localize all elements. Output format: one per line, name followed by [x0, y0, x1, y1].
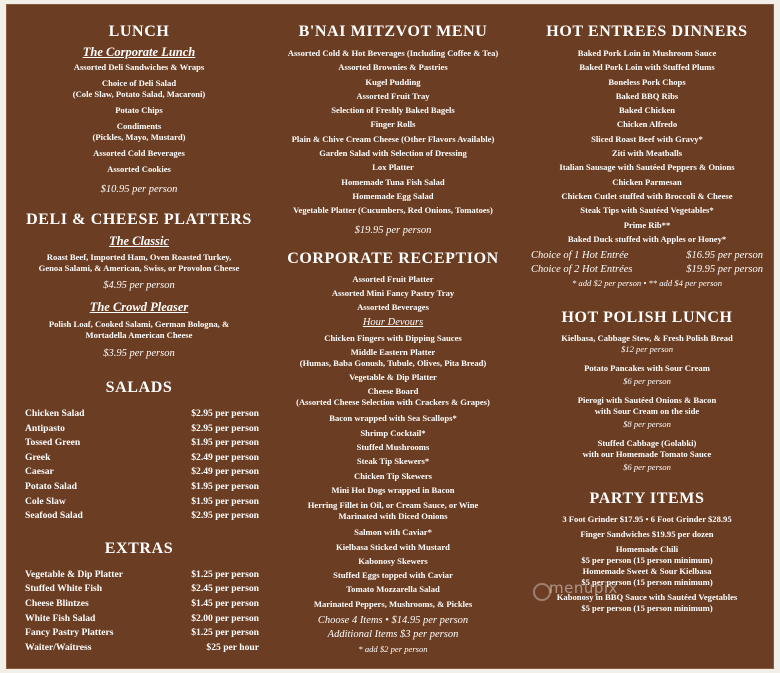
- lunch-item: (Pickles, Mayo, Mustard): [92, 132, 186, 142]
- salad-name: Caesar: [25, 466, 54, 478]
- salad-price: $1.95 per person: [191, 437, 259, 449]
- extras-table: [15, 568, 263, 656]
- choice-one-price: $16.95 per person: [686, 250, 763, 262]
- entree-item: Prime Rib**: [623, 219, 671, 230]
- reception-item: Assorted Fruit Platter: [352, 273, 434, 284]
- extra-name: Vegetable & Dip Platter: [25, 568, 123, 580]
- extra-price: $2.00 per person: [191, 612, 259, 624]
- hour-item: (Assorted Cheese Selection with Crackers & Grapes): [296, 397, 490, 408]
- menu-column-right: [523, 5, 771, 668]
- mitzvot-item: Assorted Brownies & Pastries: [338, 62, 448, 73]
- mitzvot-item: Homemade Tuna Fish Salad: [341, 176, 445, 187]
- choice-two-label: Choice of 2 Hot Entrées: [531, 264, 633, 276]
- choice-two-price: $19.95 per person: [686, 264, 763, 276]
- entree-item: Chicken Alfredo: [616, 119, 678, 130]
- extra-price: $1.45 per person: [191, 597, 259, 609]
- polish-price: $8 per person: [623, 419, 671, 430]
- lunch-item: Assorted Cookies: [107, 164, 171, 174]
- extra-row: [25, 612, 259, 627]
- hour-item: (Humas, Baba Gonush, Tubule, Olives, Pita Bread): [299, 358, 487, 369]
- extra-price: $1.25 per person: [191, 627, 259, 639]
- mitzvot-item: Homemade Egg Salad: [352, 190, 434, 201]
- hour-item: Cheese Board: [367, 386, 419, 397]
- deli-item: Polish Loaf, Cooked Salami, German Bologna, &: [48, 319, 230, 329]
- extra-price: $1.25 per person: [191, 568, 259, 580]
- hour-item: Kabonosy Skewers: [358, 555, 428, 566]
- lunch-item: Assorted Deli Sandwiches & Wraps: [73, 62, 205, 72]
- polish-item: with our Homemade Tomato Sauce: [582, 449, 712, 460]
- salad-row: [25, 451, 259, 466]
- salad-price: $2.95 per person: [191, 408, 259, 419]
- polish-price: $6 per person: [623, 376, 671, 387]
- entree-item: Baked BBQ Ribs: [615, 90, 679, 101]
- mitzvot-item: Finger Rolls: [370, 119, 416, 130]
- hour-item: Stuffed Mushrooms: [356, 442, 430, 453]
- hour-item: Chicken Fingers with Dipping Sauces: [324, 333, 462, 344]
- entree-item: Baked Chicken: [618, 105, 676, 116]
- menu-board: [6, 4, 774, 669]
- menu-column-middle: [269, 5, 517, 668]
- deli-item: Mortadella American Cheese: [85, 330, 193, 340]
- extra-name: Fancy Pastry Platters: [25, 627, 114, 639]
- reception-choose: Choose 4 Items • $14.95 per person: [317, 615, 469, 627]
- hour-devours-subtitle: Hour Devours: [362, 317, 424, 329]
- extra-row: [25, 597, 259, 612]
- choice-one-label: Choice of 1 Hot Entrée: [531, 250, 629, 262]
- entree-item: Chicken Parmesan: [612, 176, 682, 187]
- mitzvot-title: B'NAI MITZVOT MENU: [298, 23, 488, 40]
- party-line: Homemade Sweet & Sour Kielbasa: [582, 566, 712, 577]
- mitzvot-item: Assorted Cold & Hot Beverages (Including Coffee & Tea): [287, 48, 499, 58]
- party-line: Homemade Chili: [615, 544, 679, 555]
- hour-item: Middle Eastern Platter: [350, 347, 436, 358]
- entree-item: Boneless Pork Chops: [608, 76, 686, 87]
- lunch-item: Potato Chips: [115, 105, 163, 115]
- extra-name: White Fish Salad: [25, 612, 96, 624]
- polish-item: with Sour Cream on the side: [594, 406, 700, 417]
- mitzvot-item: Assorted Fruit Tray: [356, 90, 430, 101]
- hour-item: Chicken Tip Skewers: [354, 470, 432, 481]
- salad-name: Greek: [25, 451, 51, 463]
- extra-row: [25, 582, 259, 597]
- entree-item: Italian Sausage with Sautéed Peppers & Onions: [559, 162, 735, 173]
- choice-two-row: [523, 263, 771, 277]
- salad-price: $2.49 per person: [191, 451, 259, 463]
- polish-item: Stuffed Cabbage (Golabki): [597, 438, 697, 449]
- salad-row: [25, 509, 259, 524]
- lunch-title: LUNCH: [108, 23, 170, 40]
- salad-name: Chicken Salad: [25, 408, 85, 419]
- hour-item: Vegetable & Dip Platter: [349, 372, 437, 383]
- entree-item: Baked Pork Loin with Stuffed Plums: [579, 62, 715, 73]
- reception-title: CORPORATE RECEPTION: [287, 249, 499, 267]
- party-items-title: PARTY ITEMS: [589, 490, 705, 508]
- entree-item: Baked Duck stuffed with Apples or Honey*: [567, 233, 727, 244]
- hour-item: Mini Hot Dogs wrapped in Bacon: [331, 484, 455, 495]
- hour-item: Herring Fillet in Oil, or Cream Sauce, or Wine: [307, 500, 479, 511]
- salad-row: [25, 495, 259, 510]
- classic-price: $4.95 per person: [103, 280, 175, 291]
- salad-name: Cole Slaw: [25, 495, 66, 507]
- salad-price: $1.95 per person: [191, 495, 259, 507]
- hour-item: Kielbasa Sticked with Mustard: [336, 541, 450, 552]
- hour-item: Bacon wrapped with Sea Scallops*: [329, 413, 457, 424]
- party-line: $5 per person (15 person minimum): [581, 577, 713, 588]
- hour-item: Marinated with Diced Onions: [338, 511, 448, 522]
- lunch-item: Assorted Cold Beverages: [93, 148, 185, 158]
- choice-one-row: [523, 249, 771, 263]
- hour-item: Shrimp Cocktail*: [360, 427, 426, 438]
- reception-item: Assorted Beverages: [357, 302, 429, 313]
- salad-name: Antipasto: [25, 422, 65, 434]
- salad-name: Seafood Salad: [25, 510, 83, 522]
- hour-item: Steak Tip Skewers*: [356, 456, 430, 467]
- extra-row: [25, 568, 259, 583]
- mitzvot-item: Lox Platter: [372, 162, 414, 173]
- deli-title: DELI & CHEESE PLATTERS: [26, 211, 252, 228]
- mitzvot-item: Vegetable Platter (Cucumbers, Red Onions, Tomatoes): [293, 205, 493, 216]
- hour-item: Salmon with Caviar*: [354, 527, 432, 538]
- salad-price: $2.95 per person: [191, 510, 259, 522]
- entree-item: Steak Tips with Sautéed Vegetables*: [580, 205, 714, 216]
- mitzvot-item: Plain & Chive Cream Cheese (Other Flavors Available): [291, 133, 495, 144]
- reception-item: Assorted Mini Fancy Pastry Tray: [331, 287, 455, 298]
- deli-item: Roast Beef, Imported Ham, Oven Roasted Turkey,: [46, 252, 232, 262]
- salad-row: [25, 422, 259, 437]
- extra-name: Stuffed White Fish: [25, 583, 103, 595]
- mitzvot-item: Selection of Freshly Baked Bagels: [331, 105, 455, 116]
- lunch-item: (Cole Slaw, Potato Salad, Macaroni): [72, 89, 206, 99]
- extra-row: [25, 626, 259, 641]
- lunch-item: Condiments: [116, 121, 162, 131]
- extra-price: $2.45 per person: [191, 583, 259, 595]
- salad-name: Tossed Green: [25, 437, 81, 449]
- salad-price: $1.95 per person: [191, 480, 259, 492]
- salad-price: $2.49 per person: [191, 466, 259, 478]
- party-line: 3 Foot Grinder $17.95 • 6 Foot Grinder $28.95: [562, 514, 732, 525]
- hour-item: Tomato Mozzarella Salad: [346, 584, 440, 595]
- extras-title: EXTRAS: [104, 539, 174, 557]
- hour-item: Marinated Peppers, Mushrooms, & Pickles: [313, 598, 473, 609]
- salad-name: Potato Salad: [25, 480, 77, 492]
- salad-row: [25, 436, 259, 451]
- reception-add-note: * add $2 per person: [358, 644, 428, 655]
- extra-row: [25, 641, 259, 656]
- mitzvot-item: Garden Salad with Selection of Dressing: [319, 148, 467, 159]
- corporate-lunch-subtitle: The Corporate Lunch: [82, 45, 196, 59]
- polish-item: Potato Pancakes with Sour Cream: [584, 363, 710, 374]
- crowd-pleaser-price: $3.95 per person: [103, 348, 175, 359]
- salad-row: [25, 480, 259, 495]
- extra-name: Cheese Blintzes: [25, 597, 89, 609]
- party-line: Finger Sandwiches $19.95 per dozen: [580, 529, 714, 540]
- polish-price: $12 per person: [620, 344, 674, 355]
- deli-item: Genoa Salami, & American, Swiss, or Provolon Cheese: [38, 263, 240, 273]
- reception-additional: Additional Items $3 per person: [327, 629, 459, 641]
- salads-title: SALADS: [105, 379, 173, 396]
- lunch-item: Choice of Deli Salad: [101, 78, 177, 88]
- polish-lunch-title: HOT POLISH LUNCH: [561, 309, 733, 327]
- salad-price: $2.95 per person: [191, 422, 259, 434]
- entree-item: Sliced Roast Beef with Gravy*: [591, 133, 703, 144]
- mitzvot-item: Kugel Pudding: [365, 76, 421, 87]
- party-line: $5 per person (15 person minimum): [581, 555, 713, 566]
- entree-surcharge-note: * add $2 per person • ** add $4 per person: [571, 278, 723, 289]
- menu-column-left: [15, 5, 263, 668]
- extra-price: $25 per hour: [206, 641, 259, 653]
- entree-item: Baked Pork Loin in Mushroom Sauce: [577, 48, 717, 58]
- salad-row: [25, 465, 259, 480]
- hour-item: Stuffed Eggs topped with Caviar: [333, 570, 453, 581]
- classic-subtitle: The Classic: [108, 234, 170, 248]
- polish-item: Kielbasa, Cabbage Stew, & Fresh Polish Bread: [561, 333, 733, 344]
- polish-item: Pierogi with Sautéed Onions & Bacon: [577, 395, 717, 406]
- extra-name: Waiter/Waitress: [25, 641, 92, 653]
- watermark: menupix: [549, 579, 618, 597]
- lunch-price: $10.95 per person: [100, 184, 178, 195]
- polish-price: $6 per person: [623, 462, 671, 473]
- entree-item: Ziti with Meatballs: [611, 148, 683, 159]
- crowd-pleaser-subtitle: The Crowd Pleaser: [89, 300, 189, 314]
- party-line: $5 per person (15 person minimum): [581, 603, 713, 614]
- hot-entrees-title: HOT ENTREES DINNERS: [546, 23, 748, 40]
- salads-table: [15, 407, 263, 524]
- entree-item: Chicken Cutlet stuffed with Broccoli & Cheese: [561, 190, 733, 201]
- party-line: Kabonosy in BBQ Sauce with Sautéed Vegetables: [556, 592, 738, 603]
- mitzvot-price: $19.95 per person: [354, 224, 432, 236]
- salad-row: [25, 407, 259, 422]
